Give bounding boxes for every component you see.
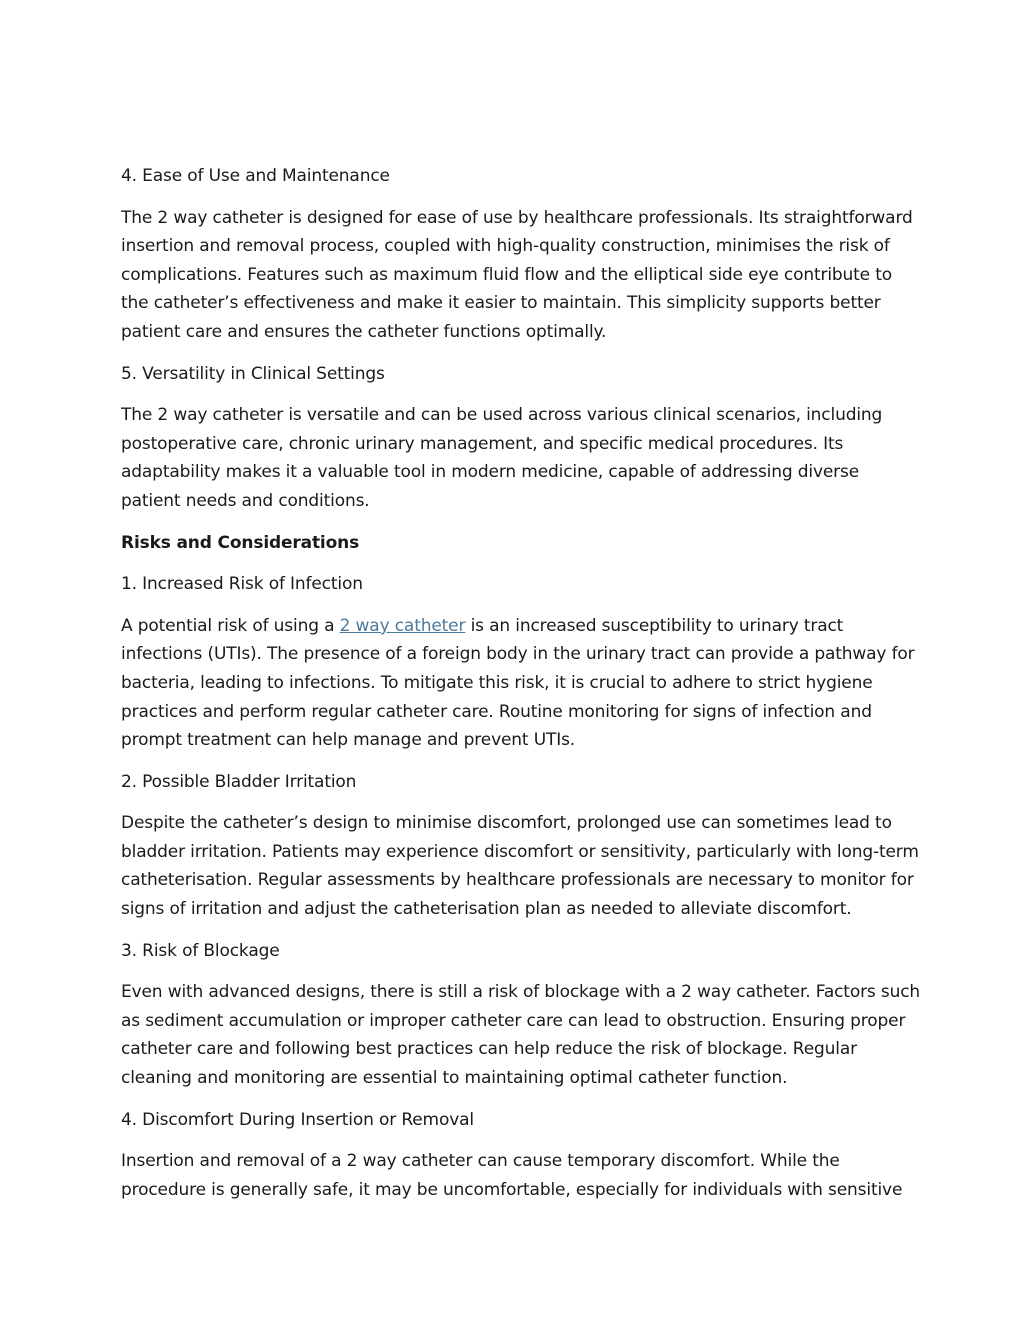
paragraph-infection-text-end: is an increased susceptibility to urinary tract infections (UTIs). The presence of a foreign body in the urinary tract can provide a pathway for bacteria, leading to infections. To mitigate this risk, it is crucial to adhere to strict hygiene practices and perform regular catheter care. Routine monitoring for signs of infection and prompt treatment can help manage and prevent UTIs.: [121, 615, 915, 751]
section-heading-discomfort: 4. Discomfort During Insertion or Removal: [121, 1109, 474, 1130]
section-title-risks: Risks and Considerations: [121, 532, 360, 553]
section-heading-infection: 1. Increased Risk of Infection: [121, 574, 363, 595]
catheter-link[interactable]: 2 way catheter: [339, 615, 466, 636]
section-heading-irritation: 2. Possible Bladder Irritation: [121, 771, 357, 792]
section-heading-versatility: 5. Versatility in Clinical Settings: [121, 363, 385, 384]
paragraph-infection-text-start: A potential risk of using a: [121, 615, 340, 636]
paragraph-blockage: Even with advanced designs, there is still a risk of blockage with a 2 way catheter. Factors such as sediment accumulation or improper catheter care can lead to obstruction. Ensuring proper catheter care and following best practices can help reduce the risk of blockage. Regular cleaning and monitoring are essential to maintaining optimal catheter function.: [121, 982, 921, 1089]
paragraph-versatility: The 2 way catheter is versatile and can be used across various clinical scenarios, including postoperative care, chronic urinary management, and specific medical procedures. Its adaptability makes it a valuable tool in modern medicine, capable of addressing diverse patient needs and conditions.: [121, 405, 883, 511]
paragraph-irritation: Despite the catheter’s design to minimise discomfort, prolonged use can sometimes lead to bladder irritation. Patients may experience discomfort or sensitivity, particularly with long-term catheterisation. Regular assessments by healthcare professionals are necessary to monitor for signs of irritation and adjust the catheterisation plan as needed to alleviate discomfort.: [121, 813, 919, 920]
paragraph-discomfort: Insertion and removal of a 2 way catheter can cause temporary discomfort. While the procedure is generally safe, it may be uncomfortable, especially for individuals with sensitive: [121, 1151, 903, 1200]
document-page: [121, 162, 921, 1217]
paragraph-ease-of-use: The 2 way catheter is designed for ease of use by healthcare professionals. Its straightforward insertion and removal process, coupled with high-quality construction, minimises the risk of complications. Features such as maximum fluid flow and the elliptical side eye contribute to the catheter’s effectiveness and make it easier to maintain. This simplicity supports better patient care and ensures the catheter functions optimally.: [121, 207, 913, 342]
paragraph-infection: [121, 612, 921, 755]
section-heading-ease-of-use: 4. Ease of Use and Maintenance: [121, 166, 390, 186]
section-heading-blockage: 3. Risk of Blockage: [121, 940, 280, 961]
